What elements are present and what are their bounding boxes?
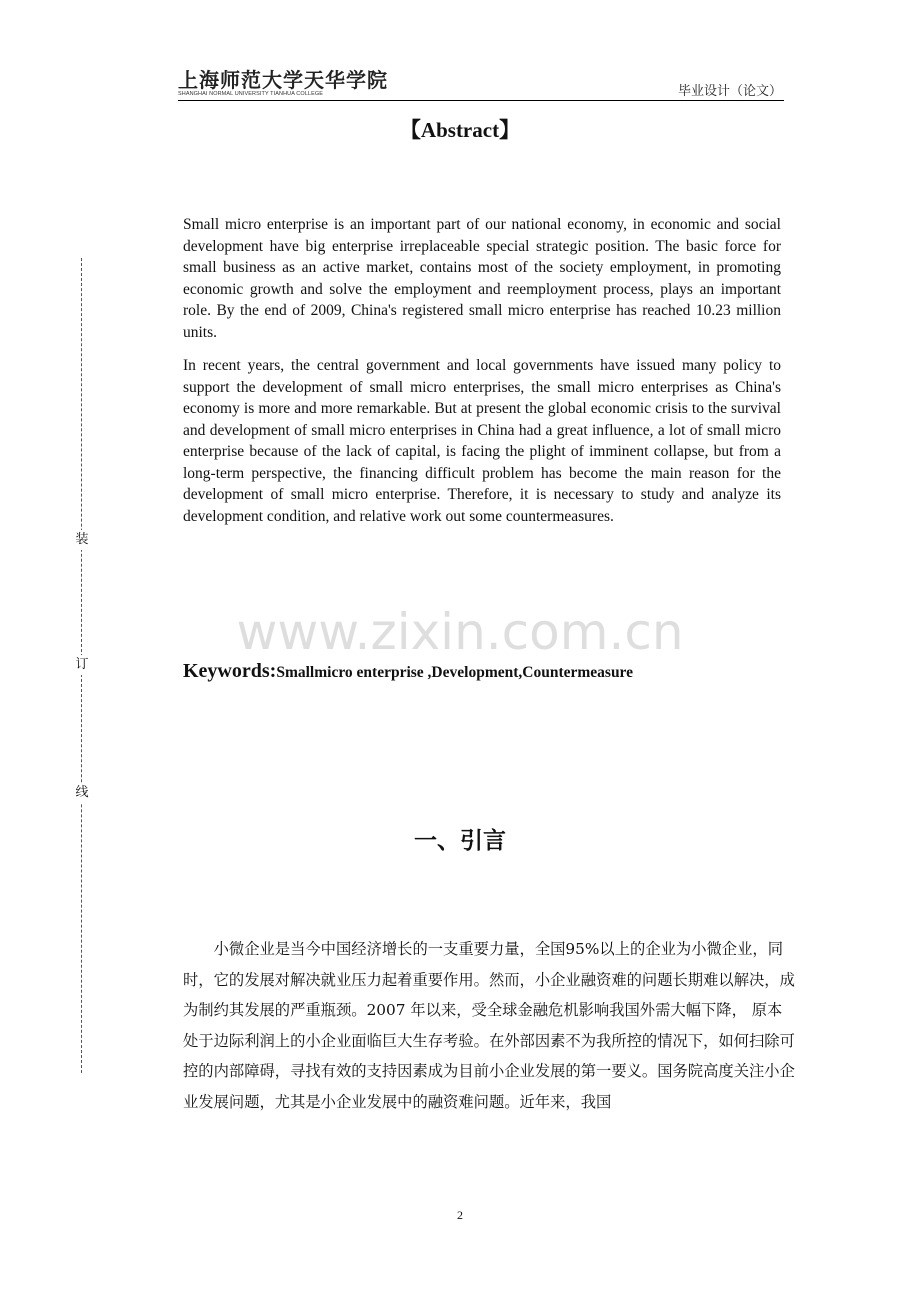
intro-paragraph: 小微企业是当今中国经济增长的一支重要力量，全国95%以上的企业为小微企业，同时，它的发展对解决就业压力起着重要作用。然而，小企业融资难的问题长期难以解决，成为制约其发展的严重瓶颈。2007 年以来，受全球金融危机影响我国外需大幅下降， 原本处于边际利润上的小企业面临巨大生存考验。在外部因素不为我所控的情况下，如何扫除可控的内部障碍，寻找有效的支持因素成为目前小企业发展的第一要义。国务院高度关注小企业发展问题，尤其是小企业发展中的融资难问题。近年来，我国 [183,940,795,1111]
keywords-label: Keywords: [183,660,277,682]
binding-char-ding: 订 [74,655,90,675]
header-divider [178,100,784,101]
watermark: www.zixin.com.cn [236,603,684,661]
page-number: 2 [457,1208,463,1222]
header-document-type: 毕业设计（论文） [677,84,782,99]
college-logo: 上海师范大学天华学院 [178,68,388,92]
abstract-paragraph-2: In recent years, the central government and local governments have issued many policy to support the development of small micro enterprises, the small micro enterprises as China's economy is more and more remarkable. But at present the global economic crisis to the survival and development of small micro enterprises in China had a great influence, a lot of small micro enterprise because of the lack of capital, is facing the plight of imminent collapse, but from a long-term perspective, the financing difficult problem has become the main reason for the development of small micro enterprise. Therefore, it is necessary to study and analyze its development condition, and relative work out some countermeasures. [183,357,781,525]
abstract-paragraph-1: Small micro enterprise is an important part of our national economy, in economic and social development have big enterprise irreplaceable special strategic position. The basic force for small business as an active market, contains most of the society employment, in promoting economic growth and solve the employment and reemployment process, plays an important role. By the end of 2009, China's registered small micro enterprise has reached 10.23 million units. [183,216,781,341]
keywords [183,660,633,683]
abstract-body [183,214,781,539]
college-logo-english: SHANGHAI NORMAL UNIVERSITY TIANHUA COLLEGE [178,91,323,97]
abstract-heading: 【Abstract】 [399,118,521,142]
section-title: 一、引言 [414,828,506,854]
binding-char-zhuang: 装 [74,530,90,550]
binding-char-xian: 线 [74,783,90,803]
intro-body [183,934,795,1117]
keywords-text: Smallmicro enterprise ,Development,Countermeasure [276,664,634,681]
